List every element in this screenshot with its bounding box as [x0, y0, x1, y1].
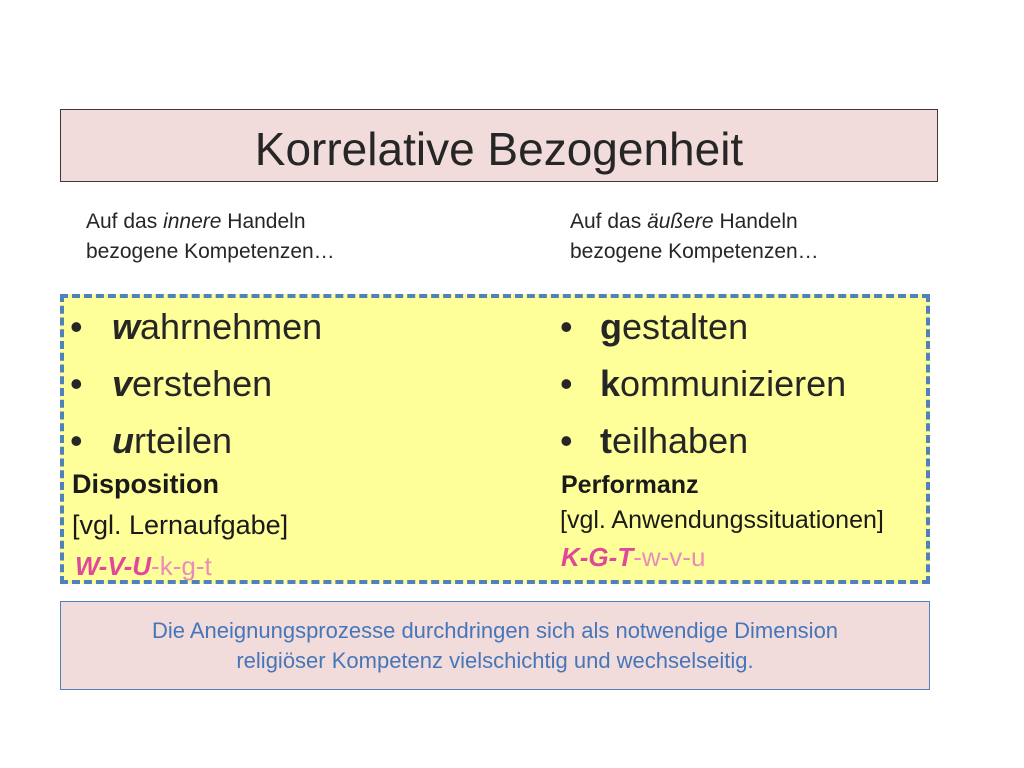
- left-heading-prefix: Auf das: [86, 210, 164, 233]
- left-code-rest: -k-g-t: [151, 551, 212, 581]
- bullet-rest: eilhaben: [612, 419, 749, 461]
- bullet-rest: ahrnehmen: [140, 305, 323, 347]
- right-heading-line-2: bezogene Kompetenzen…: [570, 240, 819, 263]
- conclusion-line-2: religiöser Kompetenz vielschichtig und wechselseitig.: [236, 647, 754, 673]
- bullet-initial: t: [600, 419, 612, 461]
- conclusion-box: [60, 601, 930, 690]
- left-heading-emphasis: innere: [163, 210, 222, 233]
- left-heading-line-2: bezogene Kompetenzen…: [86, 240, 335, 263]
- disposition-label: Disposition: [72, 469, 219, 499]
- bullet-rest: ommunizieren: [620, 362, 847, 404]
- left-heading-line-1: [86, 207, 335, 237]
- right-heading-line-1: [570, 207, 819, 237]
- title-box: [60, 109, 938, 182]
- bullet-initial: w: [112, 305, 141, 347]
- left-code-emphasized: W-V-U: [75, 551, 152, 581]
- right-heading-emphasis: äußere: [647, 210, 714, 233]
- bullet-item: [560, 298, 1000, 355]
- bullet-initial: g: [600, 305, 622, 347]
- right-column-heading: [570, 207, 819, 267]
- conclusion-line-1: Die Aneignungsprozesse durchdringen sich als notwendige Dimension: [151, 617, 839, 643]
- bullet-initial: k: [600, 362, 621, 404]
- left-code: [75, 550, 212, 582]
- bullet-initial: u: [112, 419, 134, 461]
- bullet-rest: erstehen: [132, 362, 273, 404]
- bullet-item: [70, 355, 510, 412]
- left-heading-suffix: Handeln: [221, 210, 306, 233]
- right-code-emphasized: K-G-T: [561, 542, 634, 572]
- right-reference: [vgl. Anwendungssituationen]: [560, 506, 884, 534]
- left-column-heading: [86, 207, 335, 267]
- slide-title: Korrelative Bezogenheit: [254, 122, 744, 175]
- bullet-item: [560, 355, 1000, 412]
- bullet-rest: estalten: [622, 305, 749, 347]
- right-heading-prefix: Auf das: [570, 210, 648, 233]
- performance-label: Performanz: [561, 471, 699, 499]
- left-reference: [vgl. Lernaufgabe]: [72, 510, 289, 540]
- bullet-icon: [70, 420, 112, 462]
- bullet-icon: [560, 420, 600, 462]
- bullet-icon: [560, 363, 600, 405]
- bullet-item: [560, 412, 1000, 469]
- right-heading-suffix: Handeln: [713, 210, 798, 233]
- bullet-initial: v: [112, 362, 133, 404]
- bullet-icon: [70, 306, 112, 348]
- bullet-rest: rteilen: [134, 419, 233, 461]
- bullet-icon: [560, 306, 600, 348]
- right-code: [561, 542, 705, 572]
- inner-action-list: [70, 298, 510, 469]
- bullet-item: [70, 298, 510, 355]
- outer-action-list: [560, 298, 1000, 469]
- bullet-item: [70, 412, 510, 469]
- bullet-icon: [70, 363, 112, 405]
- right-code-rest: -w-v-u: [633, 542, 706, 572]
